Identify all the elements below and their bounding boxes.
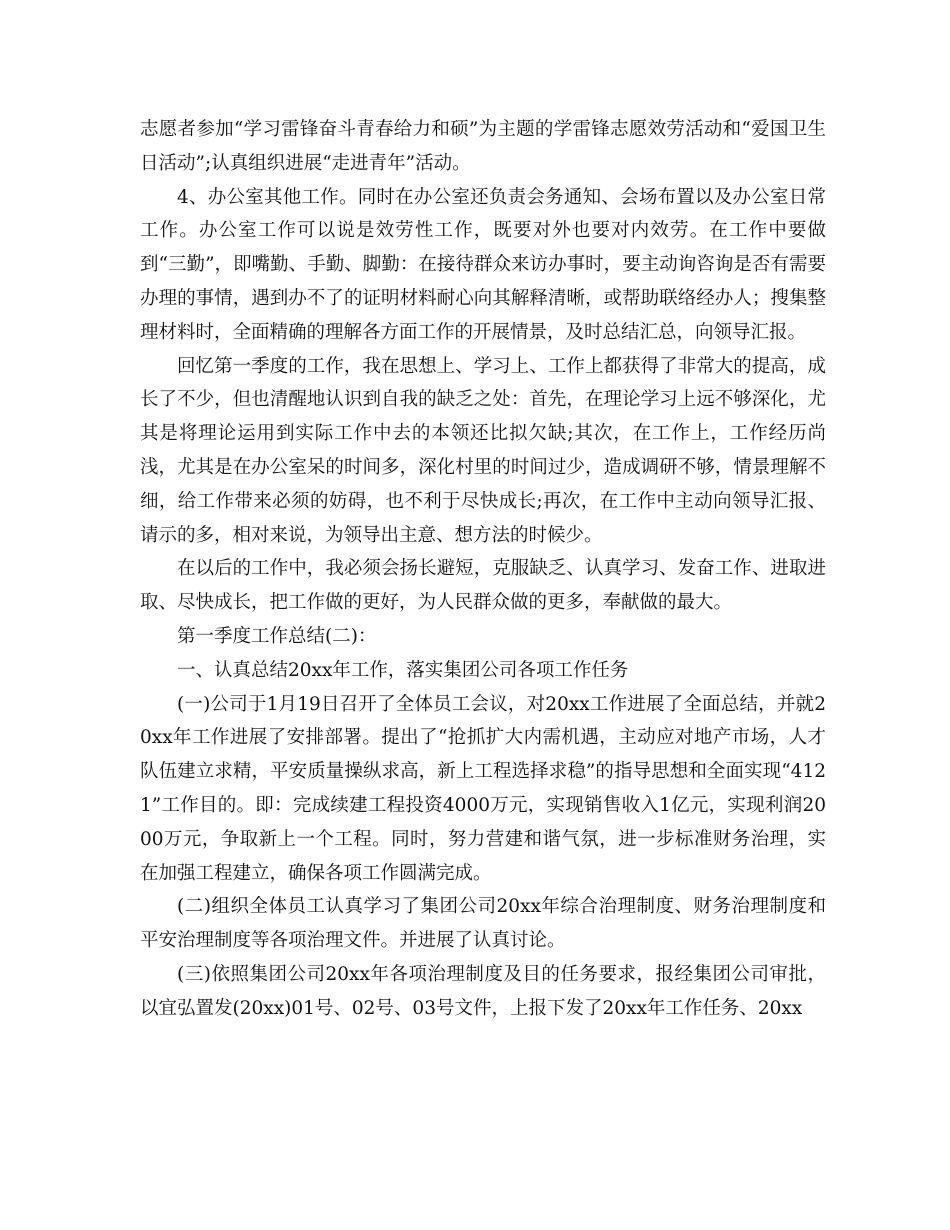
- subsection-heading-1: 一、认真总结20xx年工作，落实集团公司各项工作任务: [177, 659, 629, 681]
- paragraph-4: 在以后的工作中，我必须会扬长避短，克服缺乏、认真学习、发奋工作、进取进取、尽快成长，把工作做的更好，为人民群众做的更多，奉献做的最大。: [140, 558, 826, 614]
- paragraph-2: 4、办公室其他工作。同时在办公室还负责会务通知、会场布置以及办公室日常工作。办公室工作可以说是效劳性工作，既要对外也要对内效劳。在工作中要做到“三勤”，即嘴勤、手勤、脚勤：在接待群众来访办事时，要主动询咨询是否有需要办理的事情，遇到办不了的证明材料耐心向其解释清晰，或帮助联络经办人；搜集整理材料时，全面精确的理解各方面工作的开展情景，及时总结汇总，向领导汇报。: [140, 186, 826, 343]
- paragraph-7: (三)依照集团公司20xx年各项治理制度及目的任务要求，报经集团公司审批，以宜弘置发(20xx)01号、02号、03号文件，上报下发了20xx年工作任务、20xx: [140, 963, 826, 1019]
- paragraph-3: 回忆第一季度的工作，我在思想上、学习上、工作上都获得了非常大的提高，成长了不少，但也清醒地认识到自我的缺乏之处：首先，在理论学习上远不够深化，尤其是将理论运用到实际工作中去的本领还比拟欠缺;其次，在工作上，工作经历尚浅，尤其是在办公室呆的时间多，深化村里的时间过少，造成调研不够，情景理解不细，给工作带来必须的妨碍，也不利于尽快成长;再次，在工作中主动向领导汇报、请示的多，相对来说，为领导出主意、想方法的时候少。: [140, 355, 826, 546]
- paragraph-6: (二)组织全体员工认真学习了集团公司20xx年综合治理制度、财务治理制度和平安治理制度等各项治理文件。并进展了认真讨论。: [140, 896, 826, 952]
- section-heading-2: 第一季度工作总结(二)：: [177, 625, 377, 647]
- paragraph-1: 志愿者参加“学习雷锋奋斗青春给力和硕”为主题的学雷锋志愿效劳活动和“爱国卫生日活动”;认真组织进展“走进青年”活动。: [140, 119, 826, 174]
- paragraph-5: (一)公司于1月19日召开了全体员工会议，对20xx工作进展了全面总结，并就20xx年工作进展了安排部署。提出了“抢抓扩大内需机遇，主动应对地产市场，人才队伍建立求精，平安质量操纵求高，新上工程选择求稳”的指导思想和全面实现“4121”工作目的。即：完成续建工程投资4000万元，实现销售收入1亿元，实现利润2000万元，争取新上一个工程。同时，努力营建和谐气氛，进一步标准财务治理，实在加强工程建立，确保各项工作圆满完成。: [140, 693, 826, 884]
- document-page: [140, 113, 826, 1026]
